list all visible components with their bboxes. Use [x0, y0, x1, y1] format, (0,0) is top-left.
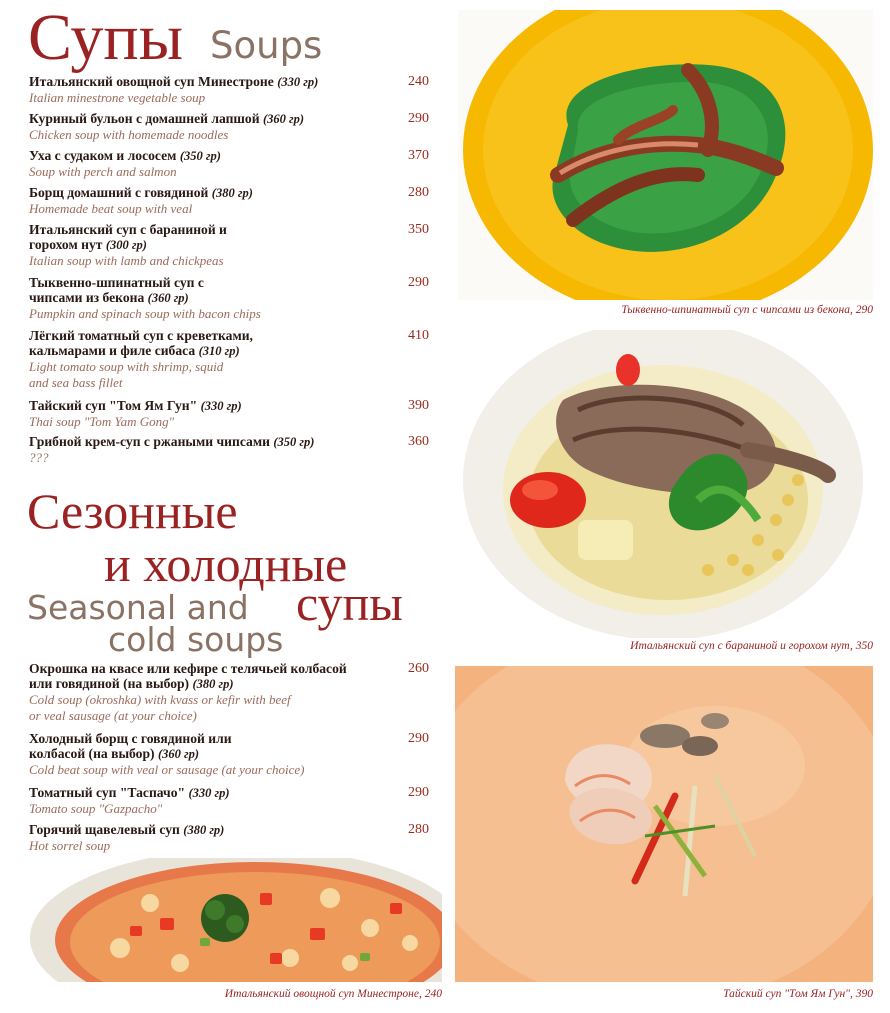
menu-item — [29, 185, 431, 222]
photo-pumpkin-spinach-soup — [458, 10, 873, 300]
item-price: 290 — [408, 785, 429, 800]
item-price: 280 — [408, 185, 429, 200]
caption-lamb-soup: Итальянский суп с бараниной и горохом нут, 350 — [630, 640, 873, 652]
item-name-ru: Куриный бульон с домашней лапшой — [29, 111, 260, 126]
item-weight: (380 гр) — [183, 823, 225, 837]
item-name-ru: Уха с судаком и лососем — [29, 148, 177, 163]
caption-pumpkin-soup: Тыквенно-шпинатный суп с чипсами из бекона, 290 — [621, 304, 873, 316]
item-name-en: Cold soup (okroshka) with kvass or kefir with beef or veal sausage (at your choice) — [29, 692, 291, 723]
menu-item — [29, 434, 431, 470]
soups-title-ru: Супы — [28, 1, 184, 74]
item-price: 360 — [408, 434, 429, 449]
item-name-en: Pumpkin and spinach soup with bacon chips — [29, 306, 261, 321]
item-weight: (380 гр) — [211, 186, 253, 200]
item-weight: (330 гр) — [277, 75, 319, 89]
menu-item — [29, 661, 431, 731]
item-price: 290 — [408, 275, 429, 290]
item-price: 370 — [408, 148, 429, 163]
item-name-en: Homemade beat soup with veal — [29, 201, 193, 216]
item-name-ru: Борщ домашний с говядиной — [29, 185, 209, 200]
seasonal-menu-list — [29, 661, 431, 858]
menu-item — [29, 74, 431, 111]
item-price: 260 — [408, 661, 429, 676]
menu-item — [29, 785, 431, 822]
item-weight: (330 гр) — [200, 399, 242, 413]
item-price: 350 — [408, 222, 429, 237]
item-weight: (360 гр) — [157, 747, 200, 761]
item-weight: (350 гр) — [273, 435, 315, 449]
menu-item — [29, 328, 431, 398]
item-name-ru: Тайский суп "Том Ям Гун" — [29, 398, 198, 413]
item-name-en: Cold beat soup with veal or sausage (at your choice) — [29, 762, 305, 777]
menu-item — [29, 398, 431, 434]
item-weight: (330 гр) — [188, 786, 230, 800]
menu-item — [29, 222, 431, 275]
item-name-en: Thai soup "Tom Yam Gong" — [29, 414, 175, 429]
menu-item — [29, 822, 431, 858]
item-name-en: Chicken soup with homemade noodles — [29, 127, 229, 142]
seasonal-title-ru-line3: супы — [296, 575, 403, 631]
seasonal-title-en-line1: Seasonal and — [27, 588, 249, 627]
item-weight: (300 гр) — [105, 238, 147, 252]
menu-item — [29, 275, 431, 328]
caption-minestrone-soup: Итальянский овощной суп Минестроне, 240 — [224, 988, 442, 1000]
item-name-ru: Окрошка на квасе или кефире с телячьей колбасой или говядиной (на выбор) — [29, 661, 347, 691]
item-price: 280 — [408, 822, 429, 837]
item-name-en: ??? — [29, 450, 49, 465]
item-name-ru: Горячий щавелевый суп — [29, 822, 180, 837]
item-price: 240 — [408, 74, 429, 89]
item-name-en: Soup with perch and salmon — [29, 164, 177, 179]
item-name-ru: Томатный суп "Таспачо" — [29, 785, 186, 800]
item-name-ru: Итальянский суп с бараниной и горохом нут — [29, 222, 227, 252]
item-name-en: Light tomato soup with shrimp, squid and sea bass fillet — [29, 359, 224, 390]
item-name-ru: Итальянский овощной суп Минестроне — [29, 74, 274, 89]
seasonal-title-ru-line1: Сезонные — [27, 483, 238, 539]
item-weight: (360 гр) — [147, 291, 189, 305]
item-name-en: Italian soup with lamb and chickpeas — [29, 253, 224, 268]
seasonal-title-ru-line2: и холодные — [104, 536, 348, 592]
photo-minestrone-soup — [30, 858, 442, 982]
item-weight: (310 гр) — [198, 344, 240, 358]
menu-item — [29, 148, 431, 185]
menu-item — [29, 731, 431, 785]
item-name-ru: Грибной крем-суп с ржаными чипсами — [29, 434, 270, 449]
soups-title-en: Soups — [210, 24, 323, 67]
item-price: 390 — [408, 398, 429, 413]
photo-tom-yam-soup — [455, 666, 873, 982]
item-name-ru: Лёгкий томатный суп с креветками, кальмарами и филе сибаса — [29, 328, 253, 358]
photo-italian-lamb-soup — [458, 330, 873, 638]
item-price: 290 — [408, 731, 429, 746]
item-weight: (350 гр) — [179, 149, 221, 163]
item-name-en: Hot sorrel soup — [29, 838, 111, 853]
item-name-en: Tomato soup "Gazpacho" — [29, 801, 163, 816]
item-weight: (380 гр) — [192, 677, 234, 691]
caption-tomyam-soup: Тайский суп "Том Ям Гун", 390 — [723, 988, 873, 1000]
item-name-ru: Холодный борщ с говядиной или колбасой (на выбор) — [29, 731, 232, 761]
item-weight: (360 гр) — [262, 112, 305, 126]
item-name-ru: Тыквенно-шпинатный суп с чипсами из бекона — [29, 275, 204, 305]
soups-menu-list — [29, 74, 431, 470]
seasonal-title-en-line2: cold soups — [108, 620, 284, 659]
item-price: 410 — [408, 328, 429, 343]
menu-item — [29, 111, 431, 148]
item-price: 290 — [408, 111, 429, 126]
item-name-en: Italian minestrone vegetable soup — [29, 90, 206, 105]
